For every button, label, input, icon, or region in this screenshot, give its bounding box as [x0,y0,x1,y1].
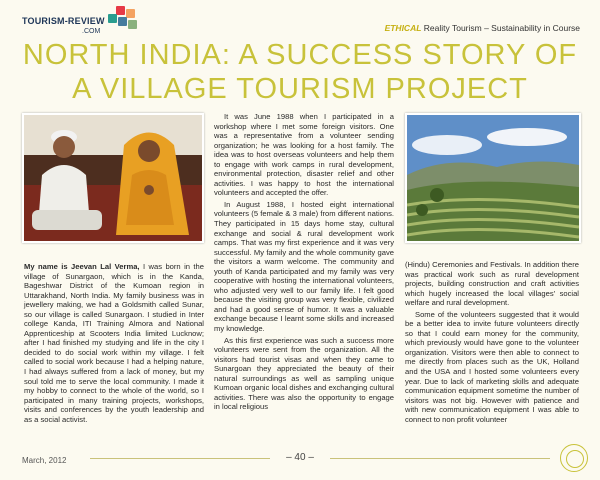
article-column-2 [214,112,394,414]
photo-couple-image [24,115,202,241]
page-number: – 40 – [286,452,314,463]
paragraph: In August 1988, I hosted eight international volunteers (5 female & 3 male) from different nations. They participated in 15 days home stay, cultural exchange and social & rural development work camps. That was my first experience and it was very successful. My family and the whole community gave the visitors a warm welcome. The community and youth of Kanda participated and my family was very cooperative with hosting the international volunteers, who adjusted very well to our family life. I felt good because the visiting group was very flexible, civilized and had a good sense of humor. It was a valuable exchange because I learnt some skills and increased my knowledge. [214,199,394,334]
title-line-1: NORTH INDIA: A SUCCESS STORY OF [22,39,578,71]
article-column-1 [24,262,204,426]
site-logo[interactable] [22,6,152,40]
photo-landscape [405,113,581,243]
article-title [0,38,600,106]
photo-landscape-image [407,115,579,241]
intro-lead: My name is Jeevan Lal Verma, [24,262,140,271]
paragraph: (Hindu) Ceremonies and Festivals. In addition there was practical work such as rural development projects, building construction and craft activities which hugely increased the local villages' social welfare and rural development. [405,260,579,308]
issue-date: March, 2012 [22,456,67,465]
title-line-2: A VILLAGE TOURISM PROJECT [72,73,528,105]
photo-couple [22,113,204,243]
logo-name: TOURISM-REVIEW [22,16,105,26]
logo-squares-icon [102,6,142,32]
paragraph: Some of the volunteers suggested that it would be a better idea to invite future volunteers directly so that I could earn money for the community, which previously would have gone to the volunteer organization. Visitors were then able to connect to me directly from places such as the UK, Holland and the USA and I hosted some volunteers every year. Due to lack of marketing skills and adequate communication equipment sometime the number of visitors was not big. However with patience and with new communication equipment I was able to connect to non profit volunteer [405,309,579,424]
paragraph: As this first experience was such a success more volunteers were sent from the organization. All the visitors had tourist visas and when they came to Sunargoan they appreciated the beauty of their natural surroundings as well as sampling unique Kumoan organic local dishes and exchanging cultural activities. There was also the opportunity to engage in local religious [214,335,394,412]
section-subtitle: Reality Tourism – Sustainability in Course [423,23,580,33]
intro-text: I was born in the village of Sunargaon, which is in the Kanda, Bageshwar District of the Kumoan region in Uttarakhand, North India. My family business was in jewellery making, we had a Goldsmith called Sunar, so our village is called Sunargaon. I studied in Inter college Kanda, ITI Training Almora and National Apprenticeship at Scooters India limited Lucknow; after I had finished my studying and life in the city I decided to do social work within my village. I felt called to social work because I had a helping nature, I had always suffered from a lack of money, but my soul told me to serve the local community. I made it my hobby to connect to the whole of the world, so I participated in many training projects, workshops, visits and conferences by the youth leadership and as a social activist. [24,262,204,424]
article-column-3 [405,260,579,426]
section-label: ETHICAL [384,23,422,33]
paragraph: It was June 1988 when I participated in a workshop where I met some foreign visitors. One was a representative from a volunteer sending organization; he was looking for a host family. The idea was to host overseas volunteers and help them to engage with work camps in rural development, environmental protection, disaster relief and other activities. I was happy to host the international volunteers and accepted the offer. [214,112,394,198]
logo-suffix: .COM [82,28,101,35]
paragraph-intro [24,262,204,424]
section-header [385,23,580,33]
seal-icon [560,444,588,472]
